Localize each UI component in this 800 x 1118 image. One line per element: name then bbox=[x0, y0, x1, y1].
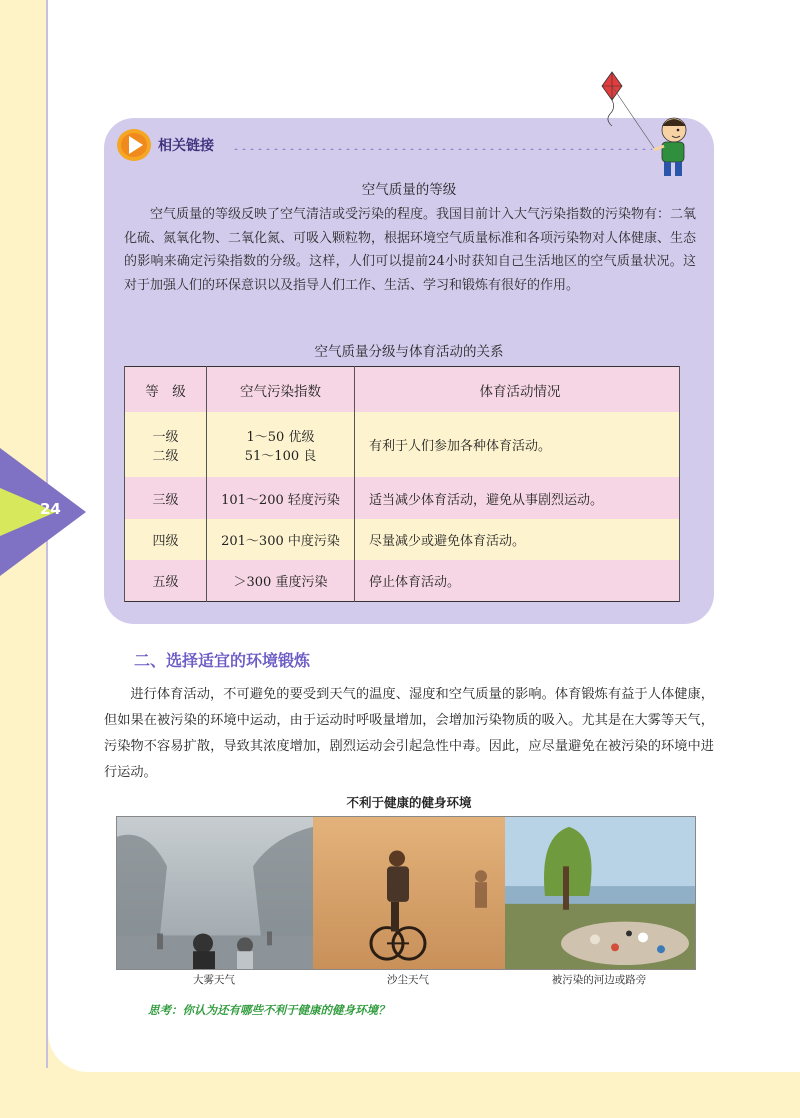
air-quality-heading: 空气质量的等级 bbox=[361, 182, 457, 198]
caption-sandstorm: 沙尘天气 bbox=[387, 974, 429, 986]
level-second: 二级 bbox=[152, 448, 179, 464]
page-number: 24 bbox=[40, 500, 61, 518]
section-two-paragraph bbox=[104, 682, 714, 786]
photo-captions bbox=[116, 972, 696, 987]
table-row bbox=[125, 412, 680, 477]
cell-index: ＞300 重度污染 bbox=[207, 560, 355, 601]
foggy-weather-photo bbox=[117, 817, 313, 969]
table-row bbox=[125, 560, 680, 601]
cell-level bbox=[125, 412, 207, 477]
air-quality-activity-table bbox=[124, 366, 680, 602]
cell-index: 101～200 轻度污染 bbox=[207, 477, 355, 518]
air-quality-paragraph bbox=[124, 203, 696, 297]
related-link-header bbox=[116, 128, 214, 162]
caption-polluted-riverside: 被污染的河边或路旁 bbox=[551, 974, 647, 986]
related-link-label: 相关链接 bbox=[158, 138, 214, 154]
index-first: 1～50 优级 bbox=[246, 429, 315, 445]
header-level: 等 级 bbox=[125, 367, 207, 413]
play-icon bbox=[116, 128, 152, 162]
dotted-divider bbox=[232, 148, 652, 150]
cell-index: 201～300 中度污染 bbox=[207, 519, 355, 560]
section-two-heading: 二、选择适宜的环境锻炼 bbox=[134, 651, 311, 670]
header-index: 空气污染指数 bbox=[207, 367, 355, 413]
table-title: 空气质量分级与体育活动的关系 bbox=[314, 344, 504, 360]
header-activity: 体育活动情况 bbox=[355, 367, 680, 413]
cell-activity: 停止体育活动。 bbox=[355, 560, 680, 601]
think-prompt: 思考：你认为还有哪些不利于健康的健身环境？ bbox=[148, 1003, 390, 1017]
level-first: 一级 bbox=[152, 429, 179, 445]
sandstorm-photo bbox=[313, 817, 505, 969]
cell-activity: 尽量减少或避免体育活动。 bbox=[355, 519, 680, 560]
air-quality-text: 空气质量的等级反映了空气清洁或受污染的程度。我国目前计入大气污染指数的污染物有：二氧化硫、氮氧化物、二氧化氮、可吸入颗粒物，根据环境空气质量标准和各项污染物对人体健康、生态的影响来确定污染指数的分级。这样，人们可以提前24小时获知自己生活地区的空气质量状况。这对于加强人们的环保意识以及指导人们工作、生活、学习和锻炼有很好的作用。 bbox=[124, 207, 697, 293]
table-header-row bbox=[125, 367, 680, 413]
photo-strip bbox=[116, 816, 696, 970]
cell-activity: 有利于人们参加各种体育活动。 bbox=[355, 412, 680, 477]
table-row bbox=[125, 519, 680, 560]
cell-level: 五级 bbox=[125, 560, 207, 601]
polluted-riverside-photo bbox=[505, 817, 695, 969]
cell-index bbox=[207, 412, 355, 477]
caption-fog: 大雾天气 bbox=[193, 974, 235, 986]
index-second: 51～100 良 bbox=[244, 448, 317, 464]
figure-title: 不利于健康的健身环境 bbox=[346, 795, 472, 810]
cell-level: 四级 bbox=[125, 519, 207, 560]
table-row bbox=[125, 477, 680, 518]
kite-boy-illustration bbox=[592, 70, 692, 180]
section-two-text: 进行体育活动，不可避免的要受到天气的温度、湿度和空气质量的影响。体育锻炼有益于人体健康，但如果在被污染的环境中运动，由于运动时呼吸量增加，会增加污染物质的吸入。尤其是在大雾等天气，污染物不容易扩散，导致其浓度增加，剧烈运动会引起急性中毒。因此，应尽量避免在被污染的环境中进行运动。 bbox=[104, 687, 714, 780]
cell-activity: 适当减少体育活动，避免从事剧烈运动。 bbox=[355, 477, 680, 518]
cell-level: 三级 bbox=[125, 477, 207, 518]
